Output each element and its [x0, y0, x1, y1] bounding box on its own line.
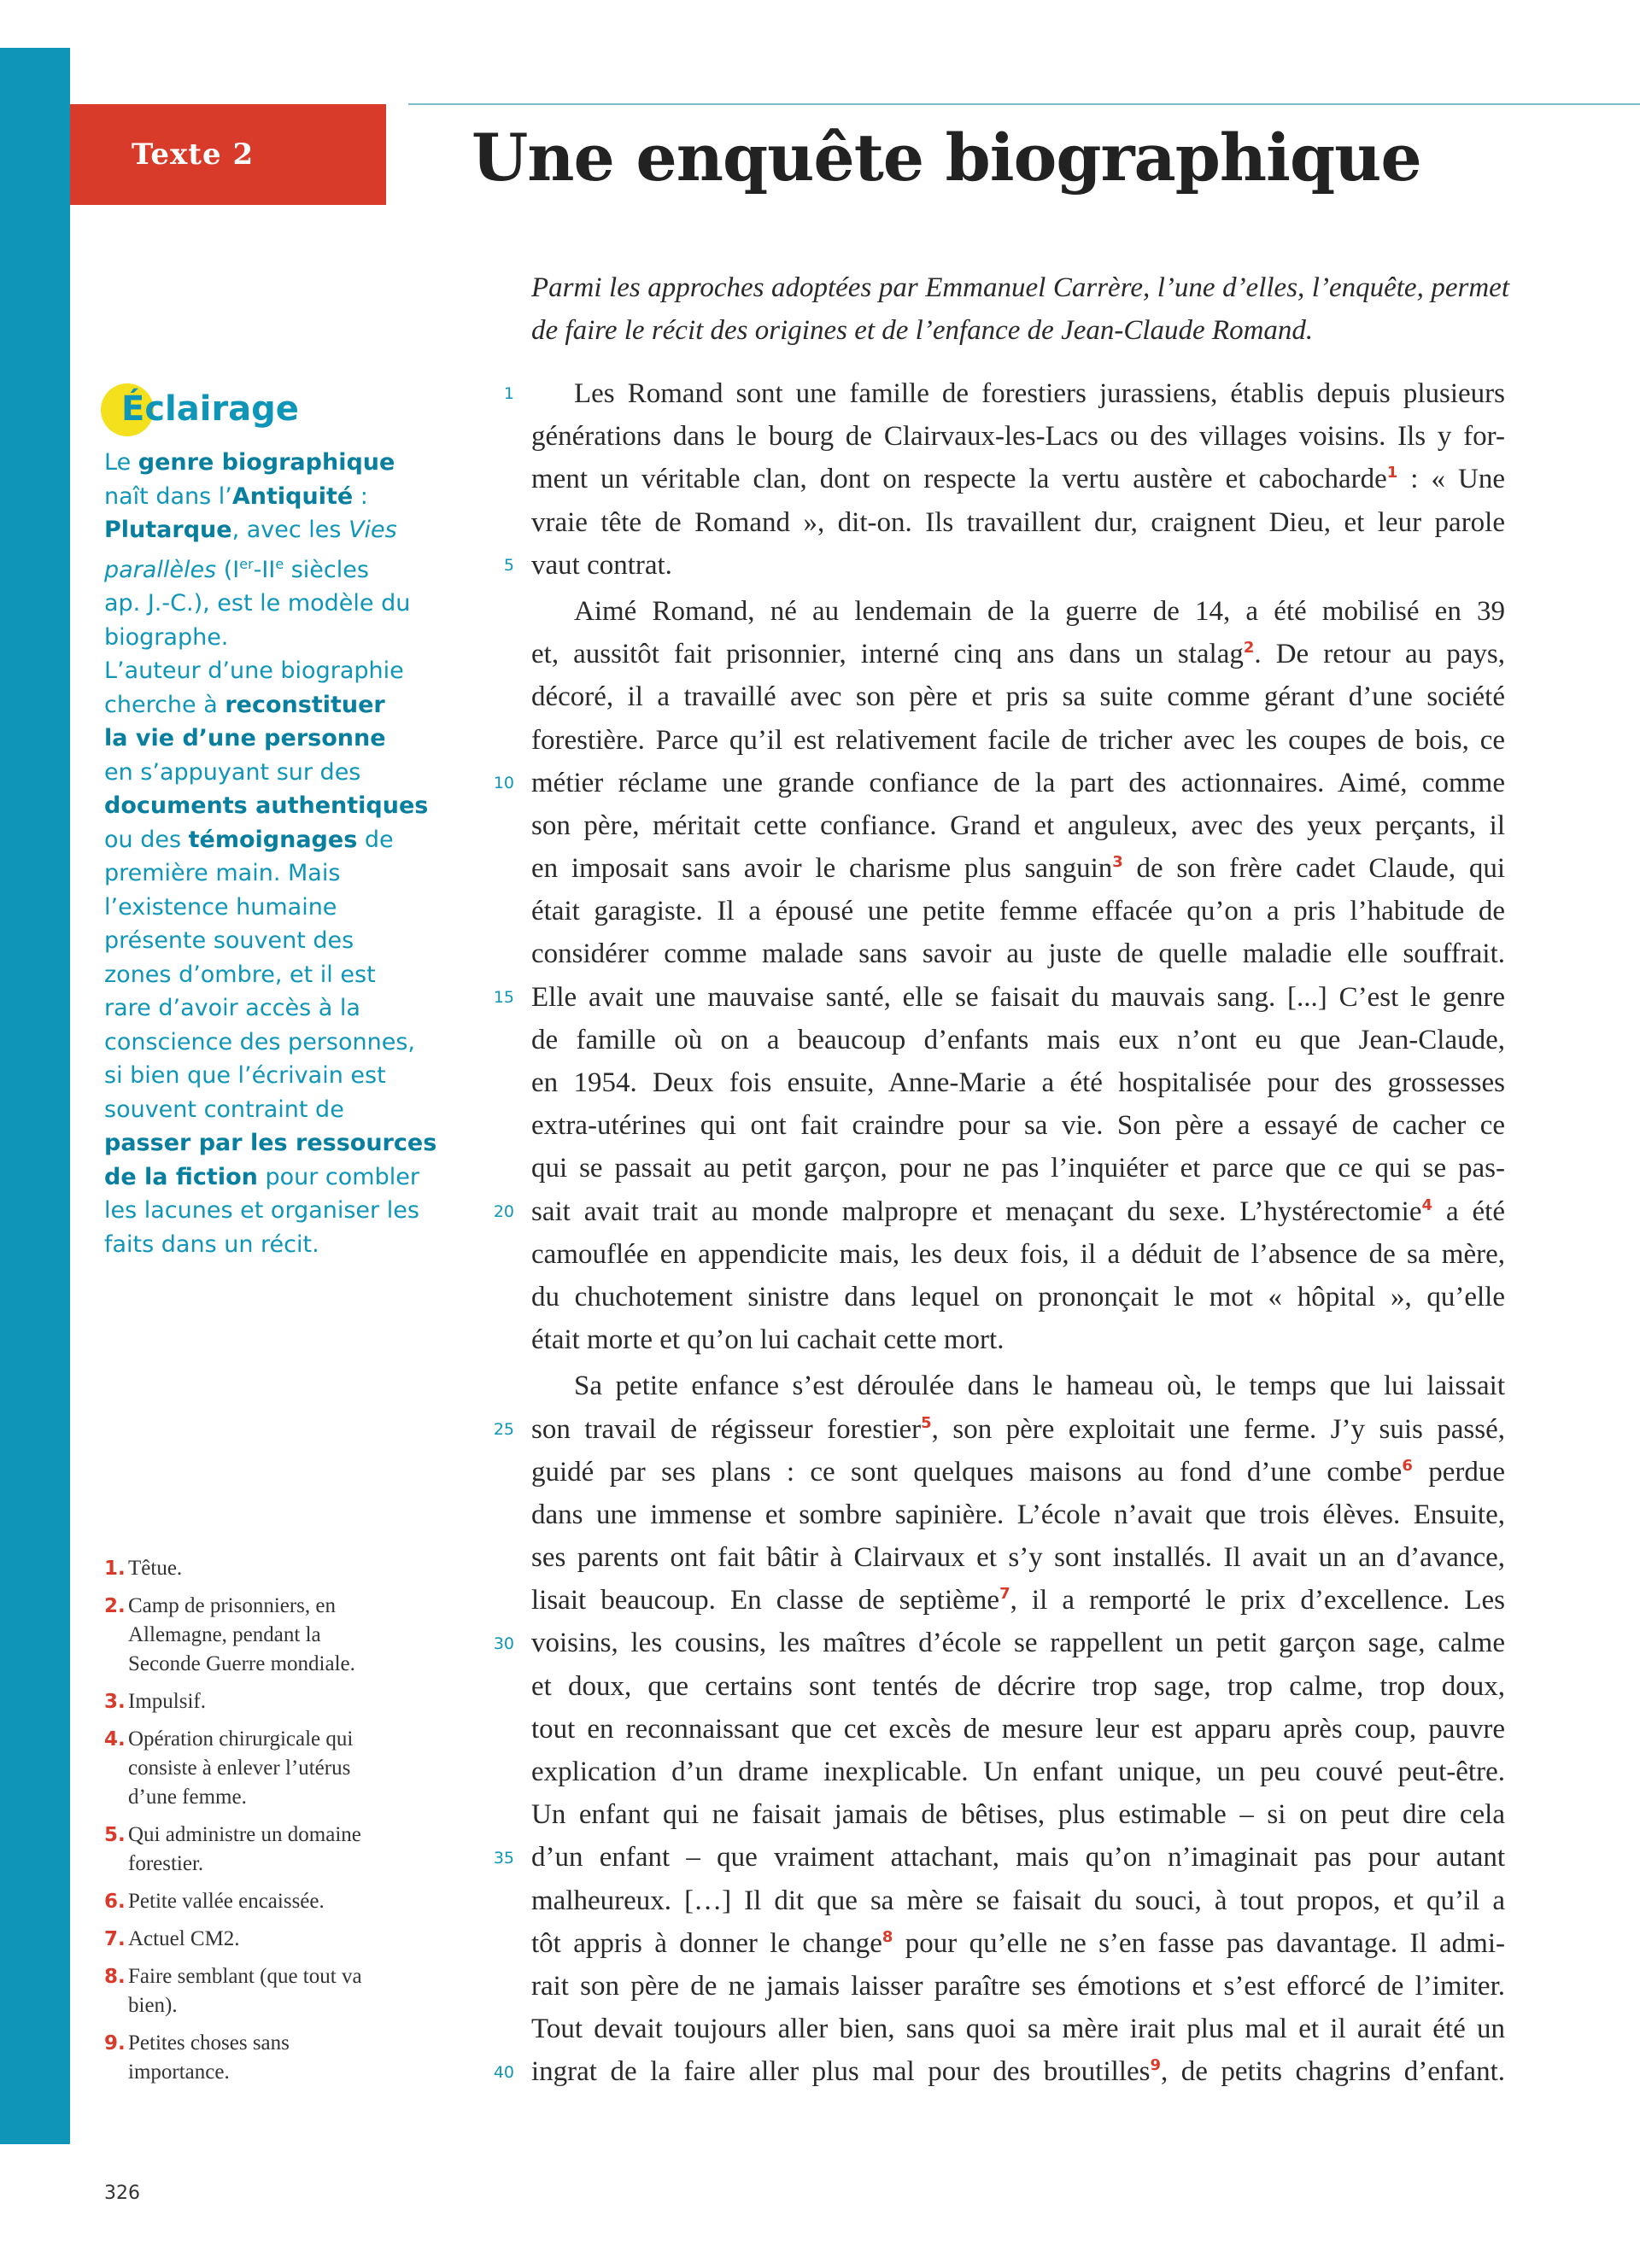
line-number: 5 [503, 556, 514, 575]
text-line: Les Romand sont une famille de forestiers jurassiens, établis depuis plusieurs [574, 378, 1505, 409]
text-label [70, 104, 386, 205]
footnote: 6. Petite vallée encaissée. [104, 1890, 325, 1913]
line-number: 25 [493, 1420, 514, 1439]
text-label-text: Texte 2 [132, 137, 255, 172]
footnote: 4. Opération chirurgicale qui consiste à enlever l’utérus d’une femme. [104, 1727, 354, 1809]
intro-line: de faire le récit des origines et de l’enfance de Jean-Claude Romand. [531, 315, 1314, 346]
text-line: vraie tête de Romand », dit-on. Ils travaillent dur, craignent Dieu, et leur parole [531, 506, 1505, 538]
line-number: 30 [493, 1634, 514, 1653]
line-number: 40 [493, 2063, 514, 2082]
text-line [531, 1408, 1505, 1451]
text-fragment: tôt appris à donner le change [531, 1927, 882, 1959]
text-fragment: pour qu’elle ne s’en fasse pas davantage. Il admi- [893, 1927, 1505, 1959]
text-fragment: guidé par ses plans : ce sont quelques maisons au fond d’une combe [531, 1456, 1403, 1488]
footnote-ref: 7 [999, 1585, 1010, 1604]
text-fragment: sait avait trait au monde malpropre et menaçant du sexe. L’hystérectomie [531, 1195, 1422, 1227]
footnote: 3. Impulsif. [104, 1690, 206, 1713]
footnote: 8. Faire semblant (que tout va bien). [104, 1965, 362, 2017]
text-fragment: a été [1432, 1195, 1505, 1227]
footnote-ref: 1 [1386, 464, 1398, 482]
text-line [531, 1451, 1505, 1493]
text-line: Un enfant qui ne faisait jamais de bêtises, plus estimable – si on peut dire cela [531, 1799, 1505, 1831]
eclairage-body: Le genre biographique naît dans l’Antiquité : Plutarque, avec les Vies parallèles (Ier-IIe siècles ap. J.-C.), est le modèle du biographe. L’auteur d’une biographie cherche à reconstituer la vie d’une personne en s’appuyant sur des documents authentiques ou des témoignages de première main. Mais l’existence humaine présente souvent des zones d’ombre, et il est rare d’avoir accès à la conscience des personnes, si bien que l’écrivain est souvent contraint de passer par les ressources de la fiction pour combler les lacunes et organiser les faits dans un récit. [104, 449, 437, 1258]
top-rule [408, 103, 1640, 105]
text-line: générations dans le bourg de Clairvaux-les-Lacs ou des villages voisins. Ils y for- [531, 421, 1505, 453]
text-line: rait son père de ne jamais laisser paraître ses émotions et s’est efforcé de l’imiter. [531, 1970, 1505, 2002]
intro-line: Parmi les approches adoptées par Emmanuel Carrère, l’une d’elles, l’enquête, permet [531, 272, 1509, 303]
footnote: 2. Camp de prisonniers, en Allemagne, pendant la Seconde Guerre mondiale. [104, 1594, 355, 1675]
text-line: Tout devait toujours aller bien, sans quoi sa mère irait plus mal et il aurait été un [531, 2014, 1505, 2045]
text-line [531, 847, 1505, 890]
text-fragment: , de petits chagrins d’enfant. [1160, 2056, 1505, 2088]
text-line: explication d’un drame inexplicable. Un enfant unique, un peu couvé peut-être. [531, 1757, 1505, 1787]
footnote: 5. Qui administre un domaine forestier. [104, 1823, 361, 1875]
text-line: son père, méritait cette confiance. Grand et anguleux, avec des yeux perçants, il [531, 810, 1505, 841]
text-line: ses parents ont fait bâtir à Clairvaux et s’y sont installés. Il avait un an d’avance, [531, 1542, 1505, 1574]
line-number: 15 [493, 988, 514, 1007]
text-fragment: ment un véritable clan, dont on respecte la vertu austère et cabocharde [531, 464, 1387, 495]
text-line: qui se passait au petit garçon, pour ne pas l’inquiéter et parce que ce qui se pas- [531, 1153, 1505, 1184]
text-line: décoré, il a travaillé avec son père et pris sa suite comme gérant d’une société [531, 681, 1505, 713]
footnote-ref: 8 [882, 1927, 893, 1946]
text-line: et doux, que certains sont tentés de décrire trop sage, trop calme, trop doux, [531, 1670, 1505, 1702]
text-line: de famille où on a beaucoup d’enfants mais eux n’ont eu que Jean-Claude, [531, 1024, 1505, 1055]
text-line [531, 2050, 1505, 2093]
footnote-ref: 5 [921, 1413, 932, 1432]
text-line [531, 1922, 1505, 1965]
text-fragment: et, aussitôt fait prisonnier, interné cinq ans dans un stalag [531, 639, 1244, 670]
footnote-ref: 6 [1402, 1456, 1413, 1475]
line-number: 1 [503, 384, 514, 403]
text-line: métier réclame une grande confiance de la part des actionnaires. Aimé, comme [531, 767, 1505, 798]
text-line: tout en reconnaissant que cet excès de mesure leur est apparu après coup, pauvre [531, 1713, 1505, 1745]
sidebar-band [0, 48, 70, 2144]
text-line: vaut contrat. [531, 549, 672, 581]
text-line [531, 633, 1505, 675]
text-line [531, 1190, 1505, 1233]
text-line: malheureux. […] Il dit que sa mère se faisait du souci, à tout propos, et qu’il a [531, 1885, 1505, 1916]
line-number: 20 [493, 1202, 514, 1221]
text-line: en 1954. Deux fois ensuite, Anne-Marie a été hospitalisée pour des grossesses [531, 1067, 1505, 1098]
line-number: 35 [493, 1849, 514, 1868]
text-fragment: , il a remporté le prix d’excellence. Les [1010, 1585, 1505, 1616]
eclairage-heading [101, 382, 299, 436]
text-line: camouflée en appendicite mais, les deux fois, il a déduit de l’absence de sa mère, [531, 1238, 1505, 1270]
footnotes [104, 1554, 412, 2096]
intro-paragraph [531, 266, 1509, 352]
text-fragment: perdue [1412, 1456, 1505, 1488]
text-line [531, 458, 1505, 500]
footnote-ref: 9 [1150, 2056, 1161, 2075]
text-line: d’un enfant – que vraiment attachant, mais qu’on n’imaginait pas pour autant [531, 1842, 1505, 1873]
text-line: Elle avait une mauvaise santé, elle se faisait du mauvais sang. [...] C’est le genre [531, 981, 1505, 1013]
text-line: considérer comme malade sans savoir au juste de quelle maladie elle souffrait. [531, 938, 1505, 970]
text-fragment: , son père exploitait une ferme. J’y suis passé, [931, 1413, 1505, 1445]
line-number: 10 [493, 774, 514, 792]
text-line: était garagiste. Il a épousé une petite femme effacée qu’on a pris l’habitude de [531, 896, 1505, 927]
footnote-ref: 3 [1112, 853, 1123, 872]
footnote: 9. Petites choses sans importance. [104, 2031, 290, 2084]
text-line [531, 1579, 1505, 1622]
text-fragment: . De retour au pays, [1254, 639, 1505, 670]
text-line: extra-utérines qui ont fait craindre pour sa vie. Son père a essayé de cacher ce [531, 1110, 1505, 1142]
footnote-ref: 2 [1243, 639, 1255, 658]
text-line: voisins, les cousins, les maîtres d’école se rappellent un petit garçon sage, calme [531, 1628, 1505, 1659]
text-fragment: lisait beaucoup. En classe de septième [531, 1585, 1000, 1616]
text-line: Aimé Romand, né au lendemain de la guerre de 14, a été mobilisé en 39 [574, 595, 1505, 627]
text-line: du chuchotement sinistre dans lequel on prononçait le mot « hôpital », qu’elle [531, 1281, 1505, 1312]
eclairage-title: Éclairage [121, 389, 299, 429]
footnote: 1. Têtue. [104, 1557, 183, 1580]
text-fragment: en imposait sans avoir le charisme plus sanguin [531, 853, 1113, 885]
page-number: 326 [104, 2183, 140, 2204]
footnote-ref: 4 [1421, 1195, 1432, 1214]
text-line: Sa petite enfance s’est déroulée dans le hameau où, le temps que lui laissait [574, 1371, 1505, 1402]
text-fragment: ingrat de la faire aller plus mal pour des broutilles [531, 2056, 1151, 2088]
page-title: Une enquête biographique [472, 120, 1421, 196]
text-fragment: de son frère cadet Claude, qui [1122, 853, 1505, 885]
main-text [531, 372, 1505, 2094]
text-line: dans une immense et sombre sapinière. L’école n’avait que trois élèves. Ensuite, [531, 1499, 1505, 1530]
text-line: était morte et qu’on lui cachait cette mort. [531, 1324, 1004, 1356]
text-line: forestière. Parce qu’il est relativement facile de tricher avec les coupes de bois, ce [531, 724, 1505, 756]
text-fragment: : « Une [1397, 464, 1505, 495]
text-fragment: son travail de régisseur forestier [531, 1413, 922, 1445]
footnote: 7. Actuel CM2. [104, 1927, 240, 1950]
